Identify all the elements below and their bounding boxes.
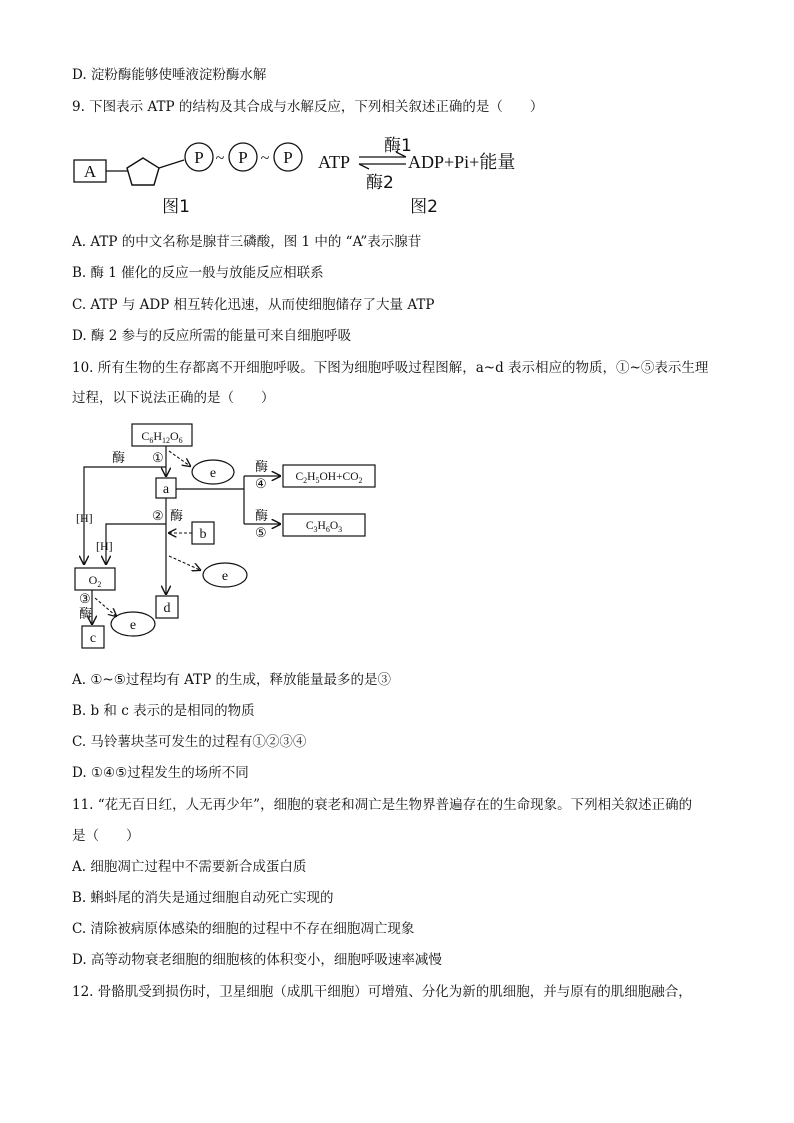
lactic-acid-label: $C_3H_6O_3$ <box>305 520 343 534</box>
enzyme-label-4: 酶 <box>255 460 269 475</box>
phosphate-3-label: P <box>283 148 293 167</box>
d-label: d <box>163 601 171 616</box>
phosphate-2-label: P <box>238 148 248 167</box>
ethanol-co2-label: $C_2H_5OH+CO_2$ <box>295 471 363 485</box>
enzyme-1-label: 酶1 <box>384 136 412 156</box>
cell-respiration-diagram <box>72 418 392 658</box>
q9-option-c: C. ATP 与 ADP 相互转化迅速，从而使细胞储存了大量 ATP <box>72 297 435 313</box>
ribose-pentagon <box>127 158 159 185</box>
high-energy-bond-2: ~ <box>260 150 270 167</box>
q10-option-a: A. ①~⑤过程均有 ATP 的生成，释放能量最多的是③ <box>72 672 392 688</box>
q9-option-d: D. 酶 2 参与的反应所需的能量可来自细胞呼吸 <box>72 328 352 344</box>
q11-stem-line2: 是（ ） <box>72 828 140 844</box>
q10-stem-line2: 过程，以下说法正确的是（ ） <box>72 390 275 406</box>
e-label-3: e <box>129 618 137 633</box>
h-label-2: [H] <box>96 539 113 553</box>
a-label: a <box>162 482 170 497</box>
step-3-label: ③ <box>79 591 91 606</box>
q11-option-b: B. 蝌蚪尾的消失是通过细胞自动死亡实现的 <box>72 890 334 906</box>
q9-stem: 9. 下图表示 ATP 的结构及其合成与水解反应，下列相关叙述正确的是（ ） <box>72 99 544 115</box>
b-label: b <box>199 527 207 542</box>
q11-option-d: D. 高等动物衰老细胞的细胞核的体积变小，细胞呼吸速率减慢 <box>72 952 442 968</box>
q8-option-d: D. 淀粉酶能够使唾液淀粉酶水解 <box>72 67 267 83</box>
e-label-2: e <box>221 569 229 584</box>
fig2-caption: 图2 <box>410 197 438 217</box>
enzyme-label-5: 酶 <box>255 509 269 524</box>
o2-label: $O_2$ <box>88 573 102 589</box>
q10-option-b: B. b 和 c 表示的是相同的物质 <box>72 703 255 719</box>
adenine-label: A <box>83 162 97 181</box>
enzyme-label-1: 酶 <box>112 451 126 466</box>
atp-figure <box>66 130 546 222</box>
fig1-caption: 图1 <box>162 197 190 217</box>
q9-option-a: A. ATP 的中文名称是腺苷三磷酸，图 1 中的 “A”表示腺苷 <box>72 234 422 250</box>
q9-option-b: B. 酶 1 催化的反应一般与放能反应相联系 <box>72 265 324 281</box>
q10-option-c: C. 马铃薯块茎可发生的过程有①②③④ <box>72 734 307 750</box>
q12-stem-line1: 12. 骨骼肌受到损伤时，卫星细胞（成肌干细胞）可增殖、分化为新的肌细胞，并与原有的肌细胞融合， <box>72 984 692 1000</box>
enzyme-label-3: 酶 <box>79 607 93 622</box>
phosphate-1-label: P <box>194 148 204 167</box>
q11-option-c: C. 清除被病原体感染的细胞的过程中不存在细胞凋亡现象 <box>72 921 415 937</box>
step-5-label: ⑤ <box>255 525 267 540</box>
step-2-label: ② <box>152 508 164 523</box>
q11-stem-line1: 11. “花无百日红，人无再少年”，细胞的衰老和凋亡是生物界普遍存在的生命现象。下列相关叙述正确的 <box>72 797 693 813</box>
enzyme-label-2: 酶 <box>170 509 184 524</box>
e-label-1: e <box>209 466 217 481</box>
atp-adp-conversion-diagram <box>318 136 515 217</box>
glucose-label: $C_6H_{12}O_6$ <box>141 429 183 445</box>
atp-label: ATP <box>318 152 351 172</box>
h-label-1: [H] <box>76 511 93 525</box>
step-1-label: ① <box>152 450 164 465</box>
atp-structure-diagram <box>74 143 302 217</box>
q10-option-d: D. ①④⑤过程发生的场所不同 <box>72 765 249 781</box>
q11-option-a: A. 细胞凋亡过程中不需要新合成蛋白质 <box>72 859 307 875</box>
q10-stem-line1: 10. 所有生物的生存都离不开细胞呼吸。下图为细胞呼吸过程图解，a~d 表示相应的物质，①~⑤表示生理 <box>72 360 709 376</box>
c-label: c <box>89 631 97 646</box>
high-energy-bond-1: ~ <box>215 150 225 167</box>
adp-pi-energy-label: ADP+Pi+能量 <box>408 152 516 172</box>
step-4-label: ④ <box>255 476 267 491</box>
enzyme-2-label: 酶2 <box>366 173 394 193</box>
